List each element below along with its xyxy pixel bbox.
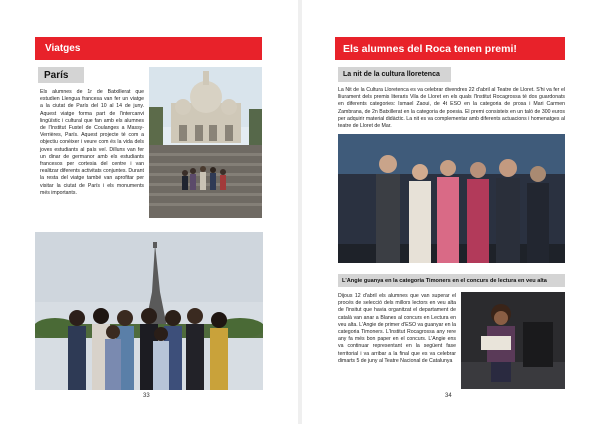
- nit-cultura-article-text: La Nit de la Cultura Lloretenca es va celebrar divendres 22 d'abril al Teatre de Lloret. S'hi va fer el lliurament dels premis literaris Vila de Lloret en els quals l'Institut Rocagrossa té dos guardonats en diferents categories: Ismael Zaoui, de 4t ESO en la categoria de prosa i Mari Carmen Zambrana, de 2n Batxillerat en la categoria de poesia. El premi consisteix en un taló de 300 euros per adquirir material didàctic. La nit es va complementar amb diferents actuacions i homenatges al teatre de Lloret de Mar.: [338, 87, 565, 130]
- sacre-coeur-photo: [149, 67, 262, 218]
- paris-article-text: Els alumnes de 1r de Batxillerat que estudien Llengua francesa van fer un viatge a la ciutat de París del 10 al 14 de juny. Aquest viatge forma part de l'intercanvi lingüístic i cultural que fan amb els alumnes de l'Institut Fustel de Coulanges a Massy-Verrières, París. Aquest projecte té com a objectiu conèixer i veure com és la vida dels joves estudiants al país veí. Dilluns van fer un dinar de germanor amb els estudiants francesos per cortesia del centre i van realitzar diferents activitats conjuntes. Durant la resta del viatge també van aprofitar per visitar la ciutat de París i els monuments més importants.: [40, 89, 144, 196]
- left-page: [0, 0, 298, 424]
- right-page: [302, 0, 600, 424]
- angie-article-text: Dijous 12 d'abril els alumnes que van superar el procés de selecció dels millors lectors en veu alta de l'insitut que havia organitzat el departament de català van anar a Blanes al concurs en Lectura en veu alta. L'Angie de primer d'ESO va guanyar en la categoria Timoners. L'Institut Rocagrossa any rere any fa més bon paper en el concurs. L'Angie ens va continuar representant en la següent fase territorial i va arribar a la final que es va celebrar dimarts 5 de juny al Teatre Nacional de Catalunya: [338, 293, 456, 364]
- award-ceremony-photo: [338, 134, 565, 263]
- page-number: 33: [143, 393, 150, 399]
- section-banner-viatges: Viatges: [35, 37, 262, 60]
- angie-reading-photo: [461, 292, 565, 389]
- section-banner-premis: Els alumnes del Roca tenen premi!: [335, 37, 565, 60]
- subheading-angie: L'Angie guanya en la categoria Timoners en el concurs de lectura en veu alta: [338, 274, 565, 287]
- subheading-paris: París: [38, 67, 84, 83]
- eiffel-tower-group-photo: [35, 232, 263, 390]
- page-number: 34: [445, 393, 452, 399]
- subheading-nit-cultura: La nit de la cultura lloretenca: [338, 67, 451, 82]
